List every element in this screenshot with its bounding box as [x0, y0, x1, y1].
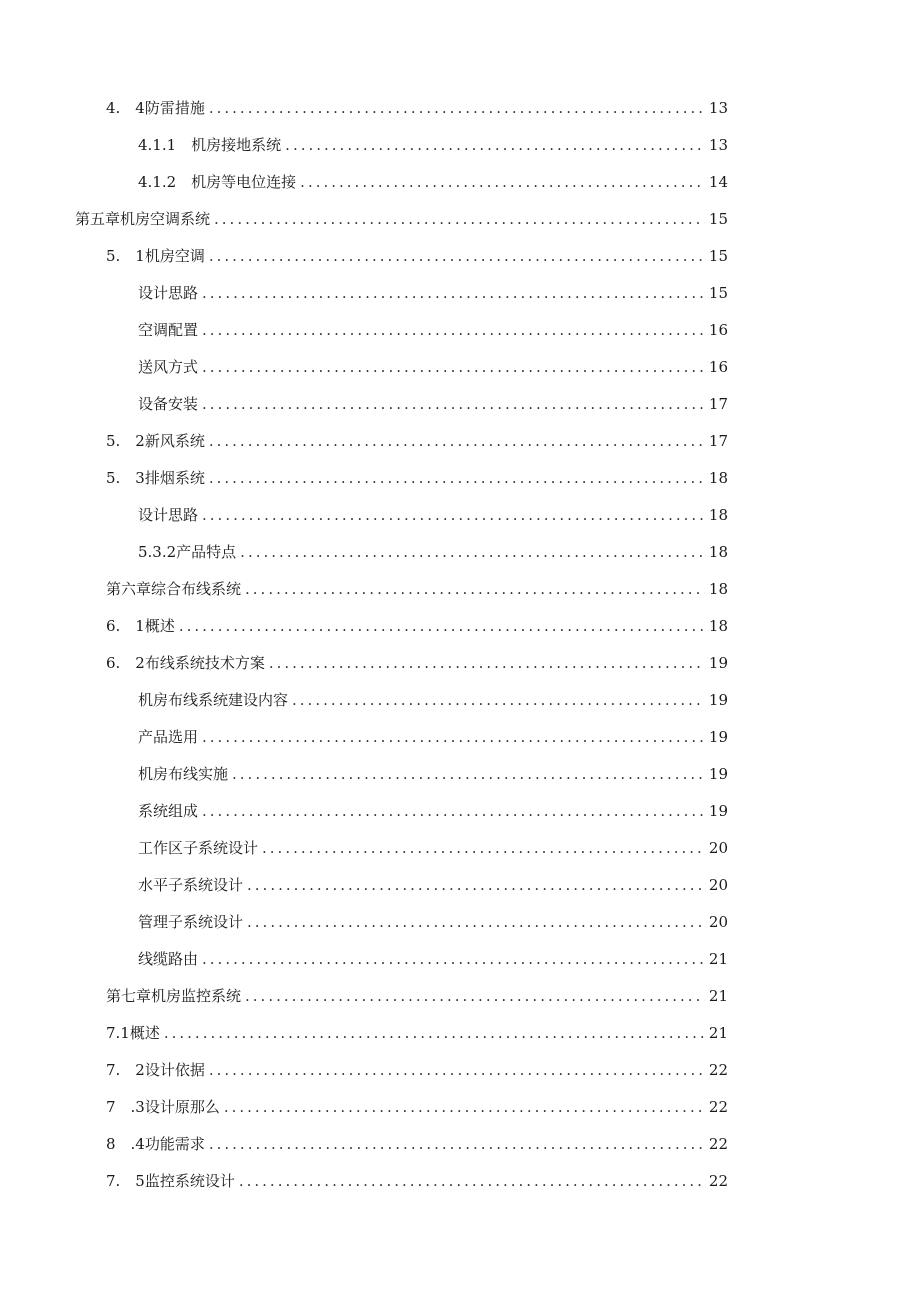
toc-leader-dots: [239, 1169, 705, 1193]
toc-page-number: 21: [708, 987, 728, 1005]
toc-entry-title: 系统组成: [138, 802, 199, 820]
toc-entry-title: 4.1.1 机房接地系统: [138, 136, 282, 154]
toc-entry-title: 第五章机房空调系统: [75, 210, 211, 228]
toc-entry[interactable]: [138, 133, 728, 157]
toc-entry-title: 机房布线实施: [138, 765, 229, 783]
toc-page-number: 16: [708, 321, 728, 339]
toc-entry[interactable]: [138, 910, 728, 934]
toc-entry-title: 水平子系统设计: [138, 876, 244, 894]
toc-entry-title: 5. 2新风系统: [106, 432, 205, 450]
toc-leader-dots: [300, 170, 705, 194]
toc-leader-dots: [202, 355, 705, 379]
toc-entry[interactable]: [138, 170, 728, 194]
toc-entry-title: 设计思路: [138, 284, 199, 302]
toc-page-number: 22: [708, 1135, 728, 1153]
toc-entry[interactable]: [138, 947, 728, 971]
toc-entry-title: 5. 1机房空调: [106, 247, 205, 265]
toc-entry[interactable]: [106, 1021, 728, 1045]
toc-leader-dots: [209, 429, 705, 453]
toc-entry[interactable]: [138, 725, 728, 749]
toc-leader-dots: [209, 244, 705, 268]
toc-entry[interactable]: [106, 429, 728, 453]
toc-leader-dots: [245, 984, 705, 1008]
toc-entry[interactable]: [106, 614, 728, 638]
toc-leader-dots: [232, 762, 705, 786]
toc-entry[interactable]: [106, 1169, 728, 1193]
toc-entry[interactable]: [106, 96, 728, 120]
toc-leader-dots: [202, 392, 705, 416]
toc-entry-title: 管理子系统设计: [138, 913, 244, 931]
toc-page-number: 19: [708, 728, 728, 746]
toc-entry[interactable]: [138, 873, 728, 897]
toc-entry[interactable]: [138, 503, 728, 527]
toc-leader-dots: [262, 836, 705, 860]
toc-page-number: 18: [708, 543, 728, 561]
toc-page-number: 13: [708, 136, 728, 154]
toc-leader-dots: [224, 1095, 705, 1119]
toc-page-number: 15: [708, 284, 728, 302]
toc-page-number: 19: [708, 802, 728, 820]
toc-page-number: 18: [708, 469, 728, 487]
toc-page-number: 20: [708, 876, 728, 894]
toc-page-number: 17: [708, 395, 728, 413]
toc-entry-title: 8 .4功能需求: [106, 1135, 205, 1153]
toc-page-number: 15: [708, 210, 728, 228]
toc-entry[interactable]: [138, 281, 728, 305]
toc-leader-dots: [202, 281, 705, 305]
toc-entry-title: 空调配置: [138, 321, 199, 339]
toc-page-number: 21: [708, 950, 728, 968]
toc-entry-title: 送风方式: [138, 358, 199, 376]
toc-entry[interactable]: [75, 207, 728, 231]
toc-page-number: 19: [708, 654, 728, 672]
toc-entry[interactable]: [106, 984, 728, 1008]
toc-entry[interactable]: [106, 651, 728, 675]
toc-leader-dots: [209, 466, 705, 490]
toc-leader-dots: [245, 577, 705, 601]
toc-leader-dots: [202, 725, 705, 749]
toc-leader-dots: [209, 1058, 705, 1082]
toc-leader-dots: [247, 873, 705, 897]
toc-entry[interactable]: [138, 355, 728, 379]
toc-page-number: 18: [708, 580, 728, 598]
toc-entry-title: 第七章机房监控系统: [106, 987, 242, 1005]
toc-leader-dots: [202, 318, 705, 342]
toc-leader-dots: [209, 1132, 705, 1156]
toc-page-number: 14: [708, 173, 728, 191]
toc-leader-dots: [269, 651, 705, 675]
toc-entry-title: 6. 2布线系统技术方案: [106, 654, 265, 672]
toc-page-number: 22: [708, 1061, 728, 1079]
toc-page-number: 15: [708, 247, 728, 265]
toc-entry[interactable]: [106, 1132, 728, 1156]
toc-leader-dots: [179, 614, 705, 638]
toc-leader-dots: [247, 910, 705, 934]
toc-entry-title: 4.1.2 机房等电位连接: [138, 173, 297, 191]
toc-entry[interactable]: [138, 762, 728, 786]
toc-entry[interactable]: [138, 836, 728, 860]
toc-entry[interactable]: [138, 540, 728, 564]
toc-entry-title: 7.1概述: [106, 1024, 160, 1042]
toc-entry-title: 7. 5监控系统设计: [106, 1172, 235, 1190]
toc-entry-title: 线缆路由: [138, 950, 199, 968]
toc-leader-dots: [292, 688, 705, 712]
toc-leader-dots: [285, 133, 705, 157]
toc-entry[interactable]: [138, 799, 728, 823]
toc-page-number: 19: [708, 765, 728, 783]
toc-page-number: 19: [708, 691, 728, 709]
toc-page-number: 16: [708, 358, 728, 376]
toc-entry[interactable]: [138, 318, 728, 342]
toc-entry-title: 5.3.2产品特点: [138, 543, 237, 561]
toc-leader-dots: [202, 947, 705, 971]
toc-leader-dots: [240, 540, 705, 564]
toc-entry[interactable]: [138, 392, 728, 416]
toc-page-number: 18: [708, 506, 728, 524]
toc-entry-title: 机房布线系统建设内容: [138, 691, 289, 709]
toc-entry[interactable]: [138, 688, 728, 712]
toc-page-number: 20: [708, 839, 728, 857]
toc-entry-title: 工作区子系统设计: [138, 839, 259, 857]
toc-entry[interactable]: [106, 1058, 728, 1082]
toc-entry-title: 产品选用: [138, 728, 199, 746]
toc-entry-title: 第六章综合布线系统: [106, 580, 242, 598]
toc-leader-dots: [209, 96, 705, 120]
toc-page-number: 22: [708, 1098, 728, 1116]
toc-entry-title: 5. 3排烟系统: [106, 469, 205, 487]
toc-page-number: 21: [708, 1024, 728, 1042]
toc-entry-title: 设备安装: [138, 395, 199, 413]
toc-page-number: 17: [708, 432, 728, 450]
toc-entry[interactable]: [106, 244, 728, 268]
toc-page-number: 20: [708, 913, 728, 931]
toc-page-number: 13: [708, 99, 728, 117]
toc-entry-title: 7 .3设计原那么: [106, 1098, 220, 1116]
toc-entry-title: 7. 2设计依据: [106, 1061, 205, 1079]
toc-leader-dots: [164, 1021, 705, 1045]
toc-page-number: 18: [708, 617, 728, 635]
toc-leader-dots: [202, 503, 705, 527]
toc-page-number: 22: [708, 1172, 728, 1190]
toc-leader-dots: [202, 799, 705, 823]
toc-entry-title: 4. 4防雷措施: [106, 99, 205, 117]
toc-entry-title: 设计思路: [138, 506, 199, 524]
toc-entry-title: 6. 1概述: [106, 617, 175, 635]
toc-entry[interactable]: [106, 1095, 728, 1119]
toc-leader-dots: [214, 207, 705, 231]
toc-entry[interactable]: [106, 577, 728, 601]
toc-entry[interactable]: [106, 466, 728, 490]
